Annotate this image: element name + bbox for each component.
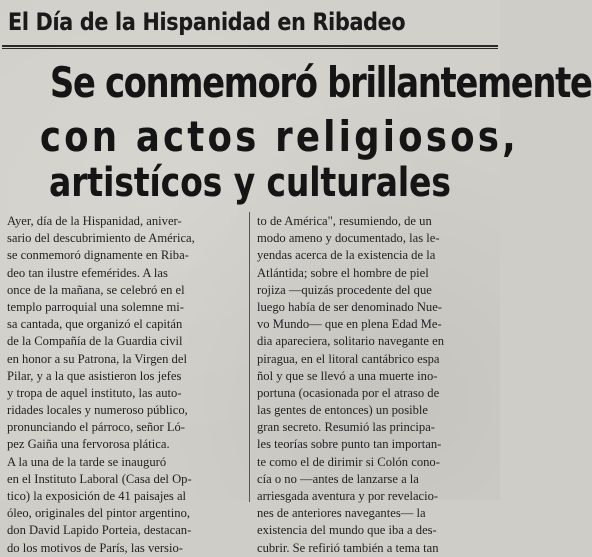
body-line: cubrir. Se refirió también a tema tan [257, 540, 439, 555]
body-line: pronunciando el párroco, señor Ló- [7, 420, 185, 435]
article-column-left [7, 213, 243, 557]
body-line: once de la mañana, se celebró en el [7, 282, 185, 297]
headline-line-1: Se conmemoró brillantemente [50, 58, 592, 107]
body-line: en honor a su Patrona, la Virgen del [7, 351, 187, 366]
body-line: sario del descubrimiento de América, [7, 231, 195, 246]
body-line: gran secreto. Resumió las principa- [257, 420, 436, 435]
body-line: te como el de dirimir si Colón cono- [257, 454, 440, 469]
kicker-rule-thick [2, 45, 498, 47]
body-line: pez Gaiña una fervorosa plática. [7, 437, 170, 452]
body-line: se conmemoró dignamente en Riba- [7, 248, 189, 263]
body-line: A la una de la tarde se inauguró [7, 454, 167, 469]
body-line: ridades locales y numeroso público, [7, 403, 188, 418]
body-line: modo ameno y documentado, las le- [257, 231, 440, 246]
body-line: portuna (ocasionada por el atraso de [257, 385, 440, 400]
body-line: existencia del mundo que iba a des- [257, 523, 437, 538]
body-line: rojiza —quizás procedente del que [257, 282, 432, 297]
column-divider [249, 212, 250, 502]
kicker-rule-thin [2, 48, 498, 49]
body-line: Atlántida; sobre el hombre de piel [257, 265, 429, 280]
body-line: Ayer, día de la Hispanidad, aniver- [7, 214, 182, 228]
body-line: deo tan ilustre efemérides. A las [7, 265, 168, 280]
body-line: piragua, en el litoral cantábrico espa [257, 351, 440, 366]
body-line: don David Lapido Porteia, destacan- [7, 523, 192, 538]
body-line: yendas acerca de la existencia de la [257, 248, 436, 263]
headline-line-3: artistícos y culturales [49, 160, 451, 206]
body-line: Pilar, y a la que asistieron los jefes [7, 368, 182, 383]
body-line: tico) la exposición de 41 paisajes al [7, 489, 187, 503]
body-line: nes de anteriores navegantes— la [257, 506, 426, 521]
body-line: to de América", resumiendo, de un [257, 214, 432, 228]
body-line: sa cantada, que organizó el capitán [7, 317, 183, 332]
body-line: dia apareciera, solitario navegante en [257, 334, 445, 349]
body-line: do los motivos de París, las versio- [7, 540, 183, 555]
body-line: óleo, originales del pintor argentino, [7, 506, 191, 521]
headline-line-2: con actos religiosos, [40, 112, 519, 161]
article-kicker: El Día de la Hispanidad en Ribadeo [8, 8, 406, 36]
body-line: arriesgada aventura y por revelacio- [257, 489, 439, 503]
body-line: templo parroquial una solemne mi- [7, 299, 184, 314]
body-line: cía o no —antes de lanzarse a la [257, 471, 419, 486]
body-line: les teorías sobre punto tan importan- [257, 437, 442, 452]
body-line: y tropa de aquel instituto, las auto- [7, 385, 182, 400]
article-column-right [257, 213, 493, 557]
body-line: luego había de ser denominado Nue- [257, 299, 442, 314]
body-line: las gentes de entonces) un posible [257, 403, 429, 418]
body-line: en el Instituto Laboral (Casa del Op- [7, 471, 192, 486]
body-line: ñol y que se llevó a una muerte ino- [257, 368, 438, 383]
body-line: vo Mundo— que en plena Edad Me- [257, 317, 442, 332]
body-line: de la Compañía de la Guardia civil [7, 334, 183, 349]
